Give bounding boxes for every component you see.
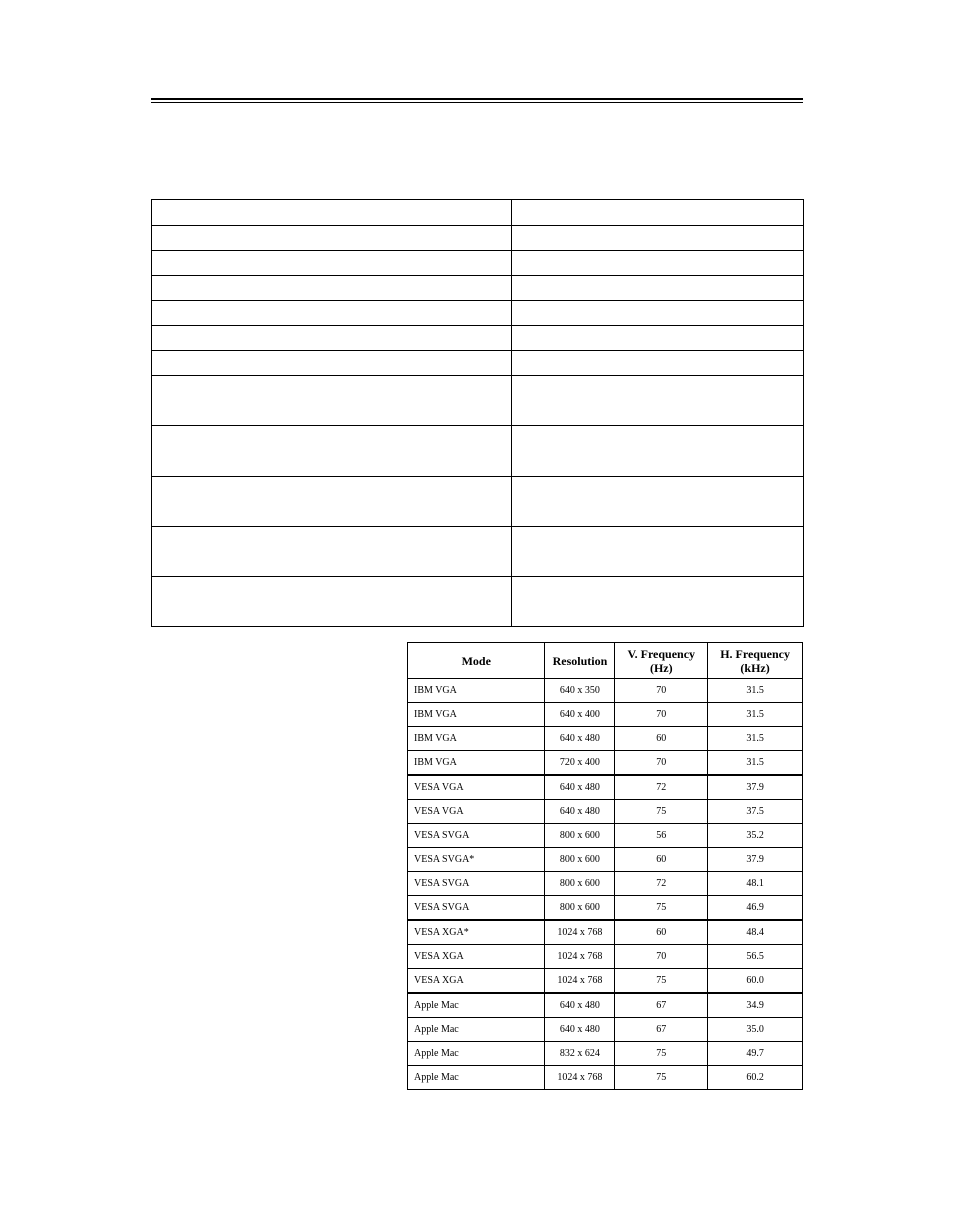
spec-cell-label	[152, 577, 512, 627]
cell-h-frequency: 31.5	[708, 679, 803, 703]
cell-h-frequency: 37.9	[708, 848, 803, 872]
table-header-row	[408, 643, 803, 679]
header-v-frequency: V. Frequency (Hz)	[615, 643, 708, 679]
cell-h-frequency: 56.5	[708, 945, 803, 969]
spec-cell-label	[152, 351, 512, 376]
cell-v-frequency: 72	[615, 872, 708, 896]
cell-resolution: 1024 x 768	[545, 945, 615, 969]
cell-mode: IBM VGA	[408, 751, 545, 776]
cell-mode: Apple Mac	[408, 1018, 545, 1042]
table-row	[408, 848, 803, 872]
table-row	[408, 751, 803, 776]
spec-row	[152, 527, 804, 577]
spec-row	[152, 301, 804, 326]
spec-cell-value	[512, 426, 804, 477]
table-row	[408, 703, 803, 727]
cell-v-frequency: 75	[615, 969, 708, 994]
cell-resolution: 640 x 480	[545, 727, 615, 751]
cell-v-frequency: 70	[615, 945, 708, 969]
specification-table	[151, 199, 804, 627]
cell-mode: Apple Mac	[408, 1042, 545, 1066]
cell-mode: VESA VGA	[408, 775, 545, 800]
cell-v-frequency: 60	[615, 920, 708, 945]
cell-h-frequency: 31.5	[708, 751, 803, 776]
spec-row	[152, 426, 804, 477]
spec-cell-value	[512, 326, 804, 351]
cell-resolution: 640 x 480	[545, 800, 615, 824]
header-rule-thick	[151, 98, 803, 100]
cell-resolution: 832 x 624	[545, 1042, 615, 1066]
cell-v-frequency: 72	[615, 775, 708, 800]
spec-cell-label	[152, 326, 512, 351]
cell-h-frequency: 31.5	[708, 727, 803, 751]
spec-cell-value	[512, 527, 804, 577]
cell-v-frequency: 70	[615, 751, 708, 776]
spec-cell-value	[512, 251, 804, 276]
cell-mode: Apple Mac	[408, 1066, 545, 1090]
cell-mode: IBM VGA	[408, 727, 545, 751]
spec-cell-value	[512, 376, 804, 426]
table-row	[408, 993, 803, 1018]
spec-cell-value	[512, 577, 804, 627]
spec-row	[152, 376, 804, 426]
cell-h-frequency: 49.7	[708, 1042, 803, 1066]
cell-h-frequency: 37.5	[708, 800, 803, 824]
table-row	[408, 800, 803, 824]
cell-mode: IBM VGA	[408, 703, 545, 727]
cell-v-frequency: 75	[615, 800, 708, 824]
spec-cell-label	[152, 376, 512, 426]
cell-resolution: 1024 x 768	[545, 1066, 615, 1090]
cell-h-frequency: 35.0	[708, 1018, 803, 1042]
spec-cell-value	[512, 276, 804, 301]
header-resolution: Resolution	[545, 643, 615, 679]
cell-v-frequency: 75	[615, 896, 708, 921]
cell-resolution: 640 x 480	[545, 993, 615, 1018]
spec-row	[152, 251, 804, 276]
cell-v-frequency: 60	[615, 727, 708, 751]
spec-row	[152, 276, 804, 301]
header-rule-thin	[151, 102, 803, 103]
table-row	[408, 775, 803, 800]
cell-mode: VESA SVGA*	[408, 848, 545, 872]
cell-h-frequency: 34.9	[708, 993, 803, 1018]
cell-resolution: 640 x 350	[545, 679, 615, 703]
cell-v-frequency: 75	[615, 1066, 708, 1090]
table-body	[408, 679, 803, 1090]
cell-mode: VESA SVGA	[408, 824, 545, 848]
spec-cell-value	[512, 301, 804, 326]
spec-cell-value	[512, 477, 804, 527]
cell-h-frequency: 48.1	[708, 872, 803, 896]
table-row	[408, 945, 803, 969]
spec-cell-label	[152, 251, 512, 276]
cell-mode: IBM VGA	[408, 679, 545, 703]
spec-cell-label	[152, 426, 512, 477]
spec-row	[152, 226, 804, 251]
spec-cell-label	[152, 276, 512, 301]
table-row	[408, 679, 803, 703]
cell-h-frequency: 31.5	[708, 703, 803, 727]
spec-row	[152, 477, 804, 527]
timing-mode-table	[407, 642, 803, 1090]
cell-resolution: 1024 x 768	[545, 920, 615, 945]
cell-mode: VESA SVGA	[408, 896, 545, 921]
cell-resolution: 800 x 600	[545, 848, 615, 872]
cell-resolution: 720 x 400	[545, 751, 615, 776]
cell-mode: VESA VGA	[408, 800, 545, 824]
spec-cell-value	[512, 351, 804, 376]
cell-h-frequency: 60.2	[708, 1066, 803, 1090]
cell-v-frequency: 60	[615, 848, 708, 872]
cell-v-frequency: 75	[615, 1042, 708, 1066]
header-h-frequency: H. Frequency (kHz)	[708, 643, 803, 679]
table-row	[408, 824, 803, 848]
spec-cell-label	[152, 301, 512, 326]
cell-h-frequency: 35.2	[708, 824, 803, 848]
table-row	[408, 727, 803, 751]
cell-mode: VESA XGA	[408, 969, 545, 994]
table-row	[408, 896, 803, 921]
cell-v-frequency: 56	[615, 824, 708, 848]
table-row	[408, 1042, 803, 1066]
spec-row	[152, 351, 804, 376]
cell-h-frequency: 37.9	[708, 775, 803, 800]
table-row	[408, 969, 803, 994]
cell-v-frequency: 70	[615, 679, 708, 703]
spec-cell-label	[152, 477, 512, 527]
cell-resolution: 640 x 480	[545, 1018, 615, 1042]
table-row	[408, 920, 803, 945]
cell-resolution: 1024 x 768	[545, 969, 615, 994]
cell-mode: VESA SVGA	[408, 872, 545, 896]
cell-v-frequency: 70	[615, 703, 708, 727]
header-mode: Mode	[408, 643, 545, 679]
cell-resolution: 800 x 600	[545, 872, 615, 896]
spec-cell-value	[512, 226, 804, 251]
cell-h-frequency: 46.9	[708, 896, 803, 921]
spec-row	[152, 326, 804, 351]
cell-mode: VESA XGA*	[408, 920, 545, 945]
cell-resolution: 800 x 600	[545, 896, 615, 921]
table-row	[408, 1018, 803, 1042]
cell-resolution: 640 x 400	[545, 703, 615, 727]
cell-h-frequency: 48.4	[708, 920, 803, 945]
cell-h-frequency: 60.0	[708, 969, 803, 994]
spec-row	[152, 577, 804, 627]
cell-mode: Apple Mac	[408, 993, 545, 1018]
spec-cell-label	[152, 527, 512, 577]
spec-cell-label	[152, 226, 512, 251]
spec-cell-value	[512, 200, 804, 226]
cell-resolution: 800 x 600	[545, 824, 615, 848]
cell-resolution: 640 x 480	[545, 775, 615, 800]
spec-cell-label	[152, 200, 512, 226]
table-row	[408, 1066, 803, 1090]
cell-v-frequency: 67	[615, 993, 708, 1018]
cell-mode: VESA XGA	[408, 945, 545, 969]
table-row	[408, 872, 803, 896]
cell-v-frequency: 67	[615, 1018, 708, 1042]
spec-row	[152, 200, 804, 226]
